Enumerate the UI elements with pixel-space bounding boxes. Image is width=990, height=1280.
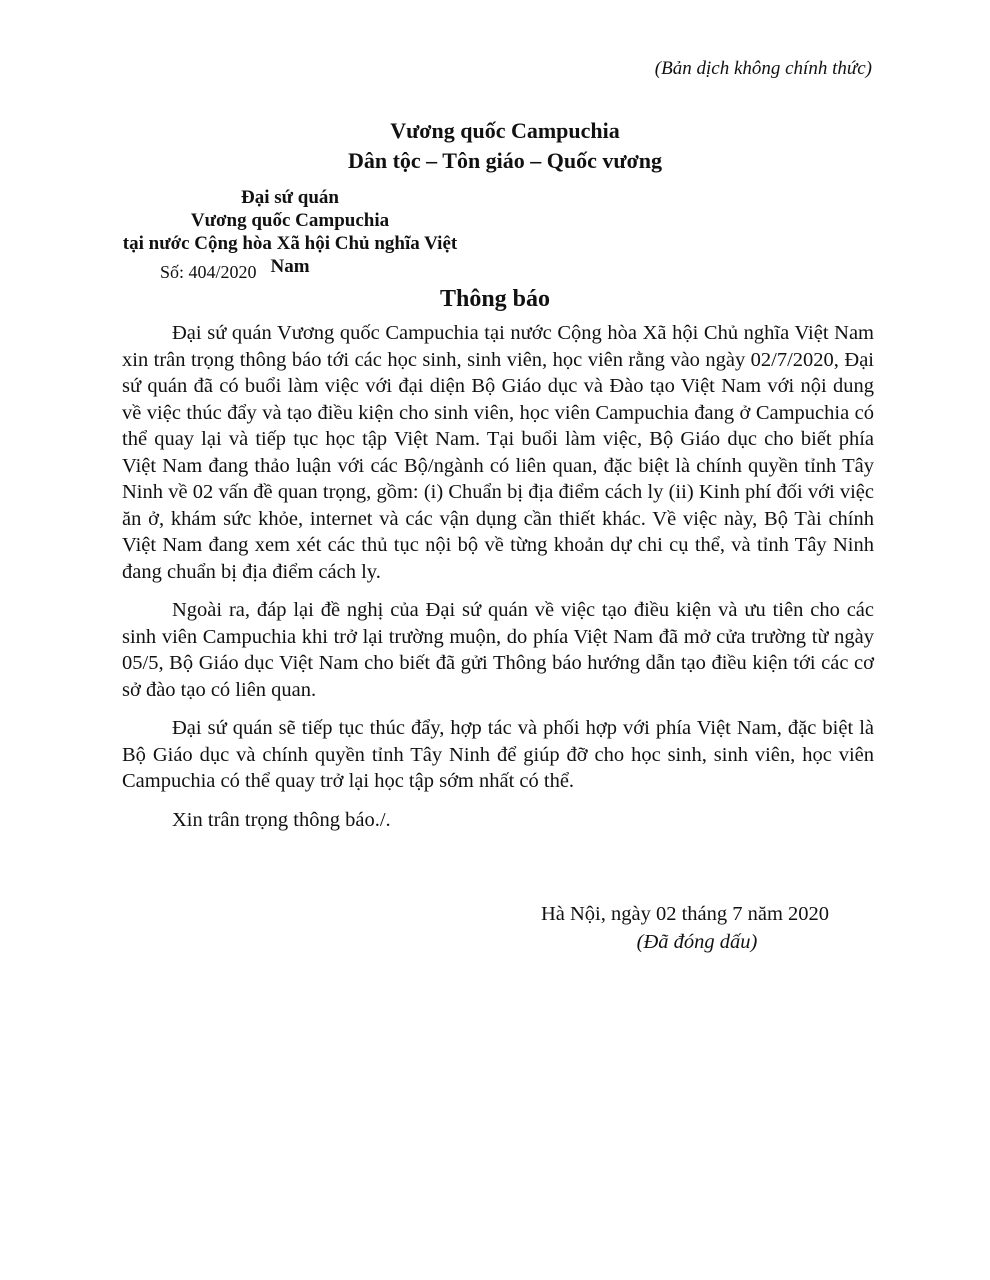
document-body [122,320,874,845]
signature-block [510,900,860,956]
document-number: Số: 404/2020 [160,262,257,282]
body-paragraph-3: Đại sứ quán sẽ tiếp tục thúc đẩy, hợp tác và phối hợp với phía Việt Nam, đặc biệt là Bộ Giáo dục và chính quyền tỉnh Tây Ninh để giúp đỡ cho học sinh, sinh viên, học viên Campuchia có thể quay trở lại học tập sớm nhất có thể. [122,717,874,792]
motto-slogan: Dân tộc – Tôn giáo – Quốc vương [347,148,663,173]
place-and-date: Hà Nội, ngày 02 tháng 7 năm 2020 [540,903,830,925]
body-paragraph-1: Đại sứ quán Vương quốc Campuchia tại nước Cộng hòa Xã hội Chủ nghĩa Việt Nam xin trân trọng thông báo tới các học sinh, sinh viên, học viên rằng vào ngày 02/7/2020, Đại sứ quán đã có buổi làm việc với đại diện Bộ Giáo dục và Đào tạo Việt Nam với nội dung về việc thúc đẩy và tạo điều kiện cho sinh viên, học viên Campuchia đang ở Campuchia có thể quay lại và tiếp tục học tập Việt Nam. Tại buổi làm việc, Bộ Giáo dục cho biết phía Việt Nam đang thảo luận với các Bộ/ngành có liên quan, đặc biệt là chính quyền tỉnh Tây Ninh về 02 vấn đề quan trọng, gồm: (i) Chuẩn bị địa điểm cách ly (ii) Kinh phí đối với việc ăn ở, khám sức khỏe, internet và các vận dụng cần thiết khác. Về việc này, Bộ Tài chính Việt Nam đang xem xét các thủ tục nội bộ về từng khoản dự chi cụ thể, và tỉnh Tây Ninh đang chuẩn bị địa điểm cách ly. [122,322,874,583]
motto-country: Vương quốc Campuchia [390,118,620,143]
authority-line-3: tại nước Cộng hòa Xã hội Chủ nghĩa Việt Nam [122,233,458,277]
closing-line: Xin trân trọng thông báo./. [172,808,391,831]
body-paragraph-2: Ngoài ra, đáp lại đề nghị của Đại sứ quán về việc tạo điều kiện và ưu tiên cho các sinh viên Campuchia khi trở lại trường muộn, do phía Việt Nam đã mở cửa trường từ ngày 05/5, Bộ Giáo dục Việt Nam cho biết đã gửi Thông báo hướng dẫn tạo điều kiện tới các cơ sở đào tạo có liên quan. [122,599,874,701]
stamp-note: (Đã đóng dấu) [636,931,758,953]
document-title: Thông báo [439,286,551,312]
national-motto [0,116,990,176]
authority-line-1: Đại sứ quán [241,187,339,208]
unofficial-translation-note: (Bản dịch không chính thức) [654,58,872,79]
authority-line-2: Vương quốc Campuchia [190,210,390,231]
